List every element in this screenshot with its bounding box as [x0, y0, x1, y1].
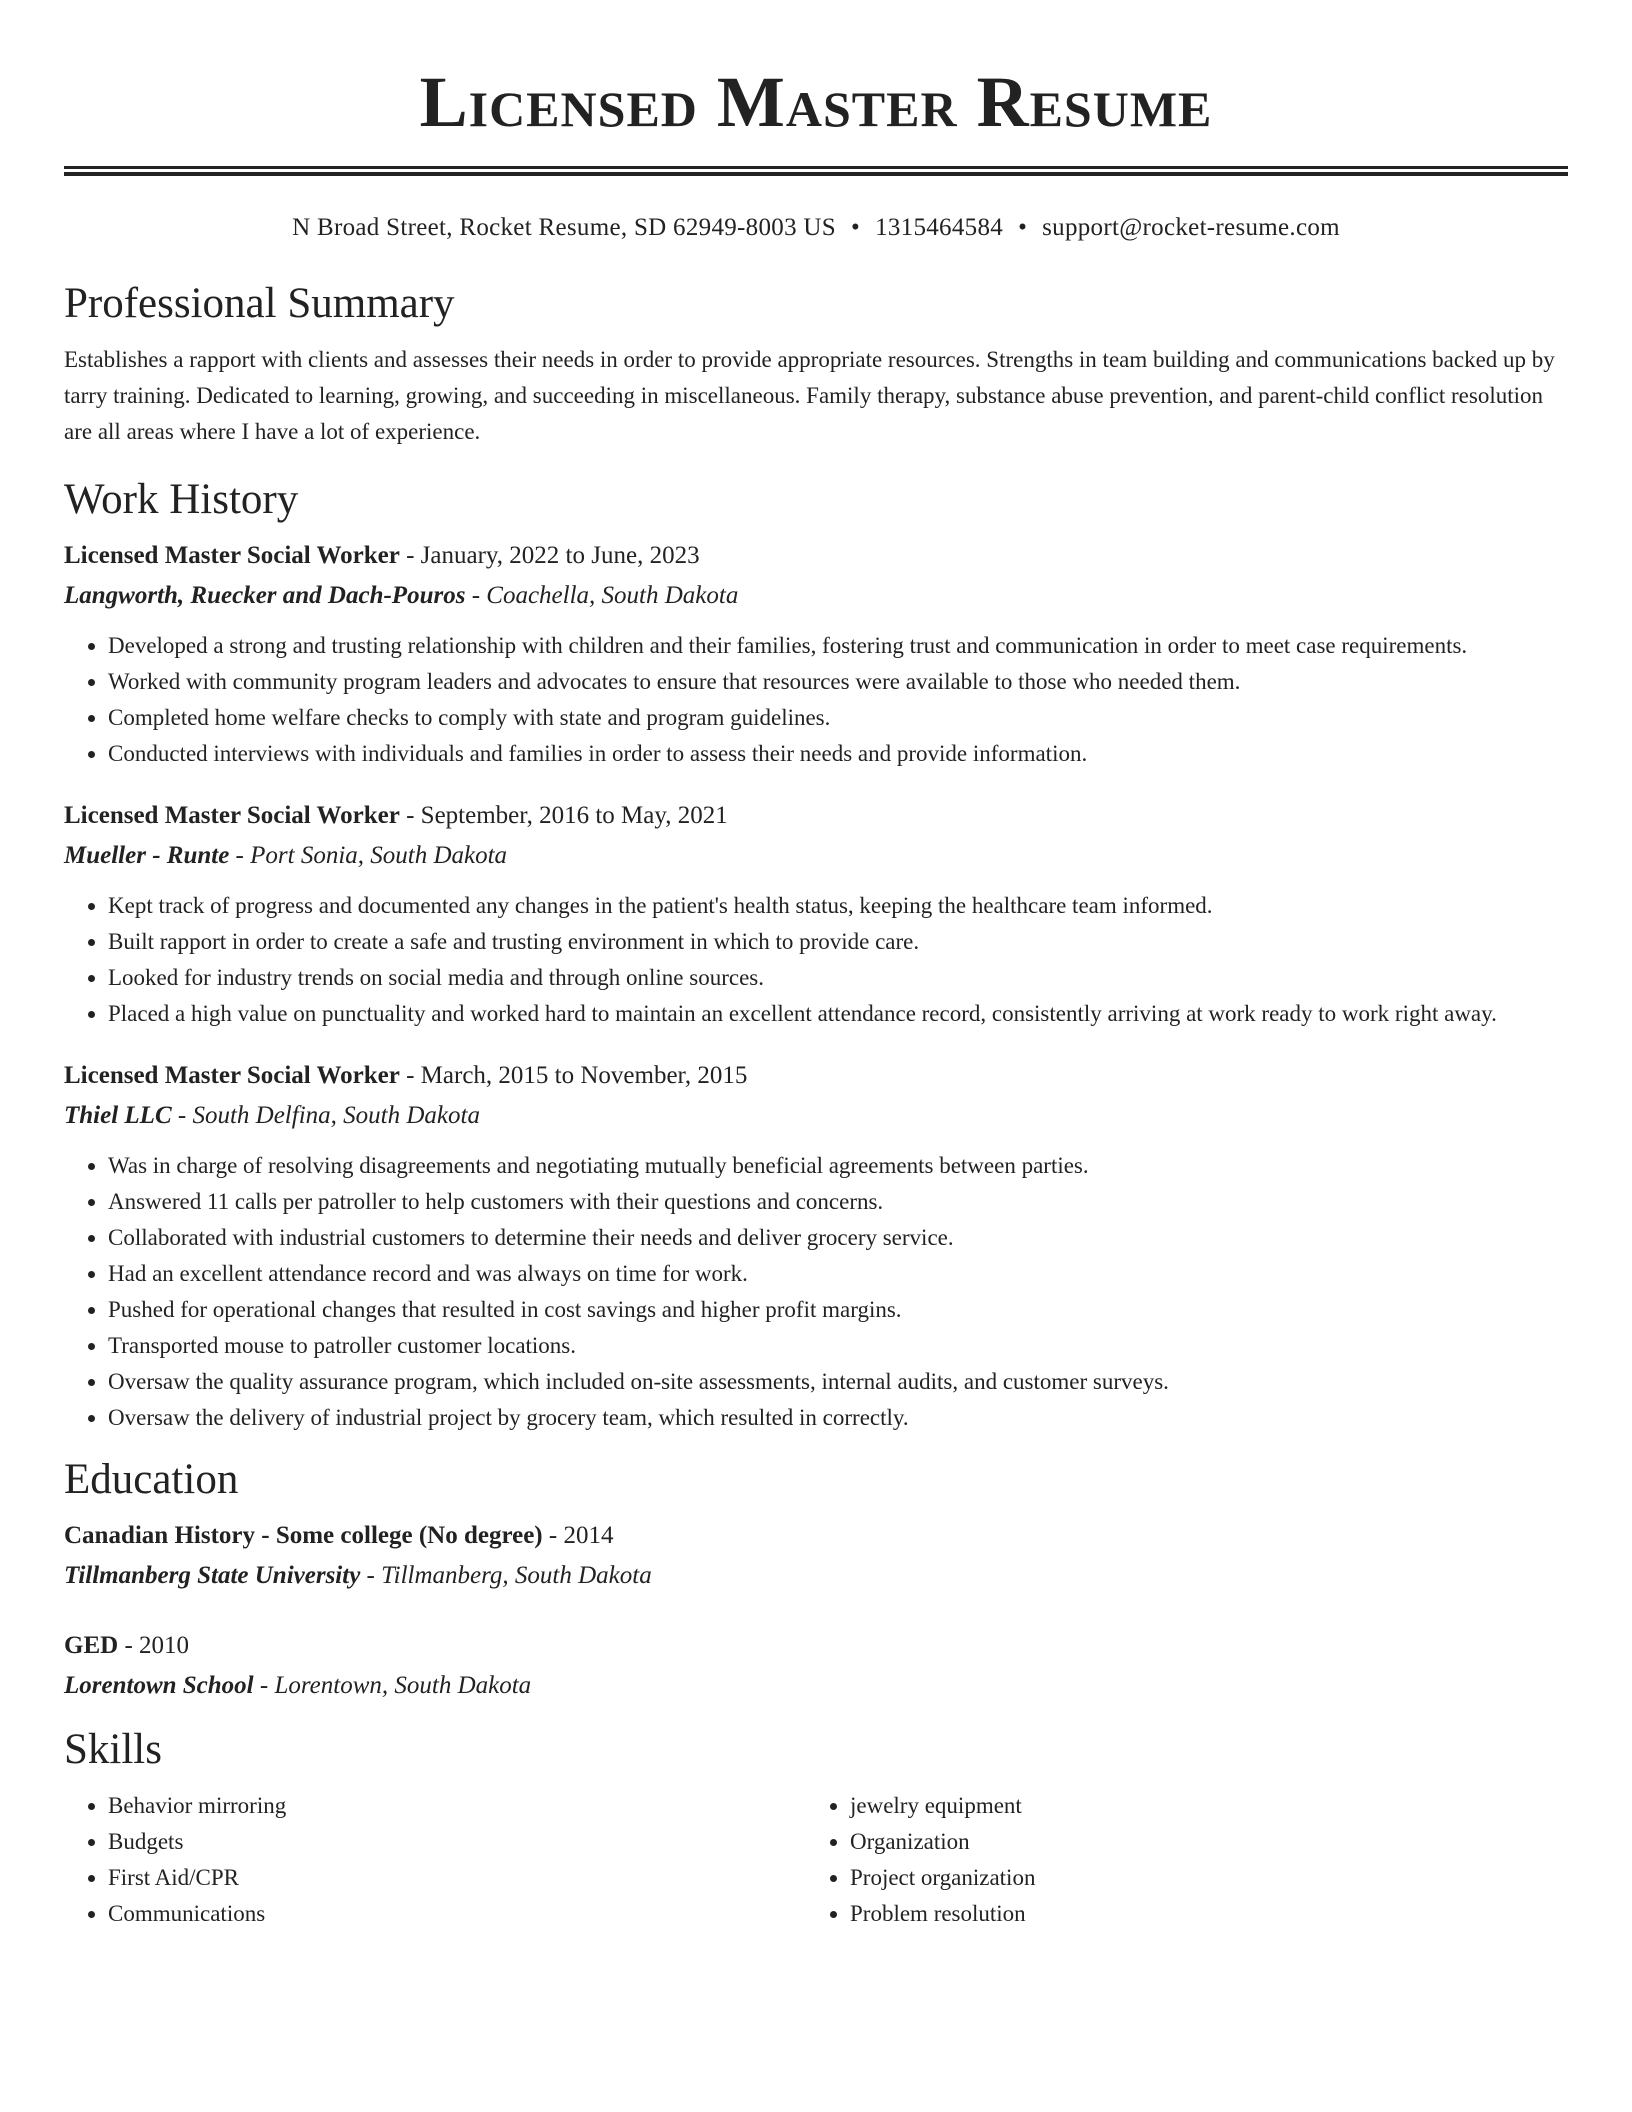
job-company-line [64, 1096, 1568, 1136]
job-dates: - January, 2022 to June, 2023 [399, 542, 700, 569]
job-title: Licensed Master Social Worker [64, 802, 400, 829]
skills-section [64, 1724, 1568, 1932]
title-divider [64, 166, 1568, 176]
job-duty: • Answered 11 calls per patroller to help customers with their questions and concerns. [108, 1184, 1568, 1220]
skills-list-right [806, 1788, 1548, 1932]
education-year: - 2010 [118, 1632, 190, 1659]
education-section [64, 1454, 1568, 1706]
education-school-line [64, 1666, 1568, 1706]
education-degree-line [64, 1516, 1568, 1556]
skill-item: • Communications [108, 1896, 806, 1932]
job-duty: • Placed a high value on punctuality and worked hard to maintain an excellent attendance record, consistently arriving at work ready to work right away. [108, 996, 1568, 1032]
job-location: - Port Sonia, South Dakota [229, 842, 508, 869]
summary-text: Establishes a rapport with clients and assesses their needs in order to provide appropriate resources. Strengths in team building and communications backed up by tarry training. Dedicated to learning, growing, and succeeding in miscellaneous. Family therapy, substance abuse prevention, and parent-child conflict resolution are all areas where I have a lot of experience. [64, 347, 1555, 444]
skill-item: • Project organization [850, 1860, 1548, 1896]
education-degree: GED [64, 1632, 119, 1659]
skill-item: • Organization [850, 1824, 1548, 1860]
job-duties-list [64, 628, 1568, 772]
resume-title: Licensed Master Resume [419, 62, 1213, 142]
job-duty: • Was in charge of resolving disagreements and negotiating mutually beneficial agreements between parties. [108, 1148, 1568, 1184]
job-company-line [64, 576, 1568, 616]
job-location: - South Delfina, South Dakota [171, 1102, 480, 1129]
job-duty: • Oversaw the delivery of industrial project by grocery team, which resulted in correctly. [108, 1400, 1568, 1436]
job-duties-list [64, 888, 1568, 1032]
job-title-line [64, 536, 1568, 576]
job-company: Mueller - Runte [64, 842, 230, 869]
job-location: - Coachella, South Dakota [465, 582, 739, 609]
job-duty: • Looked for industry trends on social media and through online sources. [108, 960, 1568, 996]
contact-separator: • [1018, 214, 1028, 241]
skills-heading: Skills [64, 1726, 162, 1773]
job-company: Thiel LLC [64, 1102, 172, 1129]
job-duty: • Oversaw the quality assurance program, which included on-site assessments, internal audits, and customer surveys. [108, 1364, 1568, 1400]
job-duty: • Completed home welfare checks to comply with state and program guidelines. [108, 700, 1568, 736]
skill-item: • Budgets [108, 1824, 806, 1860]
contact-phone: 1315464584 [875, 214, 1004, 241]
job-duty: • Built rapport in order to create a safe and trusting environment in which to provide care. [108, 924, 1568, 960]
job-duty: • Worked with community program leaders and advocates to ensure that resources were available to those who needed them. [108, 664, 1568, 700]
skills-list-left [64, 1788, 806, 1932]
skills-grid [64, 1776, 1568, 1932]
job-duty: • Kept track of progress and documented any changes in the patient's health status, keeping the healthcare team informed. [108, 888, 1568, 924]
skill-item: • Problem resolution [850, 1896, 1548, 1932]
education-location: - Lorentown, South Dakota [253, 1672, 532, 1699]
summary-section [64, 278, 1568, 450]
contact-separator: • [851, 214, 861, 241]
education-school-line [64, 1556, 1568, 1596]
job-title: Licensed Master Social Worker [64, 1062, 400, 1089]
education-entry [64, 1516, 1568, 1596]
job-title-line [64, 796, 1568, 836]
education-school: Lorentown School [64, 1672, 254, 1699]
job-dates: - September, 2016 to May, 2021 [399, 802, 728, 829]
job-entry [64, 1056, 1568, 1436]
job-entry [64, 796, 1568, 1032]
contact-info [64, 212, 1568, 244]
contact-address: N Broad Street, Rocket Resume, SD 62949-8003 US [292, 214, 836, 241]
education-heading: Education [64, 1456, 239, 1503]
job-duty: • Conducted interviews with individuals and families in order to assess their needs and provide information. [108, 736, 1568, 772]
work-history-section [64, 474, 1568, 1436]
contact-email: support@rocket-resume.com [1042, 214, 1340, 241]
job-duty: • Pushed for operational changes that resulted in cost savings and higher profit margins. [108, 1292, 1568, 1328]
job-dates: - March, 2015 to November, 2015 [399, 1062, 748, 1089]
job-duty: • Had an excellent attendance record and was always on time for work. [108, 1256, 1568, 1292]
skill-item: • Behavior mirroring [108, 1788, 806, 1824]
job-duty: • Transported mouse to patroller customer locations. [108, 1328, 1568, 1364]
job-company-line [64, 836, 1568, 876]
education-location: - Tillmanberg, South Dakota [360, 1562, 652, 1589]
skill-item: • First Aid/CPR [108, 1860, 806, 1896]
summary-heading: Professional Summary [64, 280, 455, 327]
education-degree-line [64, 1626, 1568, 1666]
job-title-line [64, 1056, 1568, 1096]
job-title: Licensed Master Social Worker [64, 542, 400, 569]
job-entry [64, 536, 1568, 772]
education-entry [64, 1626, 1568, 1706]
job-duties-list [64, 1148, 1568, 1436]
skill-item: • jewelry equipment [850, 1788, 1548, 1824]
education-year: - 2014 [542, 1522, 614, 1549]
work-history-heading: Work History [64, 476, 299, 523]
education-school: Tillmanberg State University [64, 1562, 361, 1589]
job-duty: • Developed a strong and trusting relationship with children and their families, fostering trust and communication in order to meet case requirements. [108, 628, 1568, 664]
job-company: Langworth, Ruecker and Dach-Pouros [64, 582, 466, 609]
job-duty: • Collaborated with industrial customers to determine their needs and deliver grocery service. [108, 1220, 1568, 1256]
education-degree: Canadian History - Some college (No degree) [64, 1522, 543, 1549]
